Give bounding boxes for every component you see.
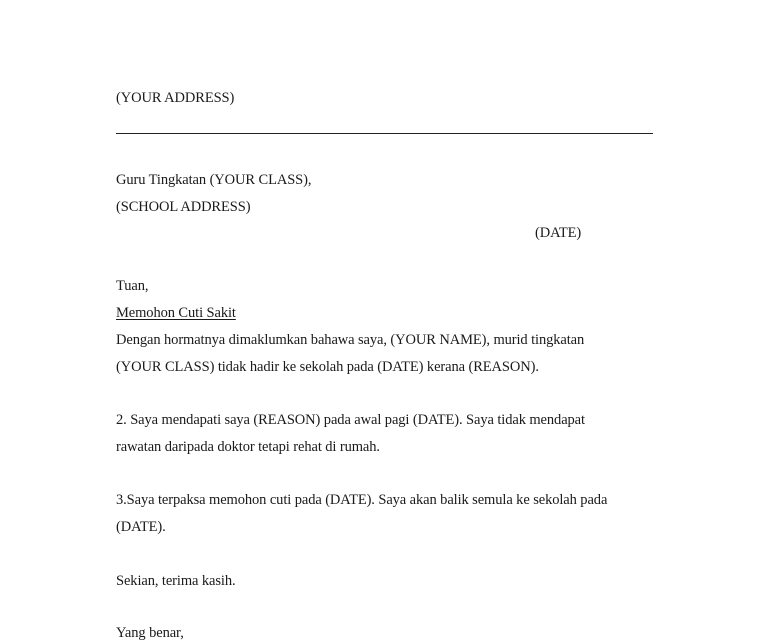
paragraph2-line1: 2. Saya mendapati saya (REASON) pada awal pagi (DATE). Saya tidak mendapat [116,412,585,428]
paragraph1-line2: (YOUR CLASS) tidak hadir ke sekolah pada (DATE) kerana (REASON). [116,359,539,375]
recipient-line: Guru Tingkatan (YOUR CLASS), [116,172,312,188]
paragraph3-line1: 3.Saya terpaksa memohon cuti pada (DATE). Saya akan balik semula ke sekolah pada [116,492,608,508]
letter-date: (DATE) [535,225,582,241]
signoff-line: Yang benar, [116,625,184,641]
paragraph2-line2: rawatan daripada doktor tetapi rehat di rumah. [116,439,380,455]
subject-line: Memohon Cuti Sakit [116,305,236,321]
closing-line: Sekian, terima kasih. [116,573,236,589]
paragraph1-line1: Dengan hormatnya dimaklumkan bahawa saya, (YOUR NAME), murid tingkatan [116,332,585,348]
paragraph3-line2: (DATE). [116,519,166,535]
salutation: Tuan, [116,278,149,294]
school-address: (SCHOOL ADDRESS) [116,199,251,215]
address-divider [116,133,653,134]
sender-address: (YOUR ADDRESS) [116,90,235,106]
